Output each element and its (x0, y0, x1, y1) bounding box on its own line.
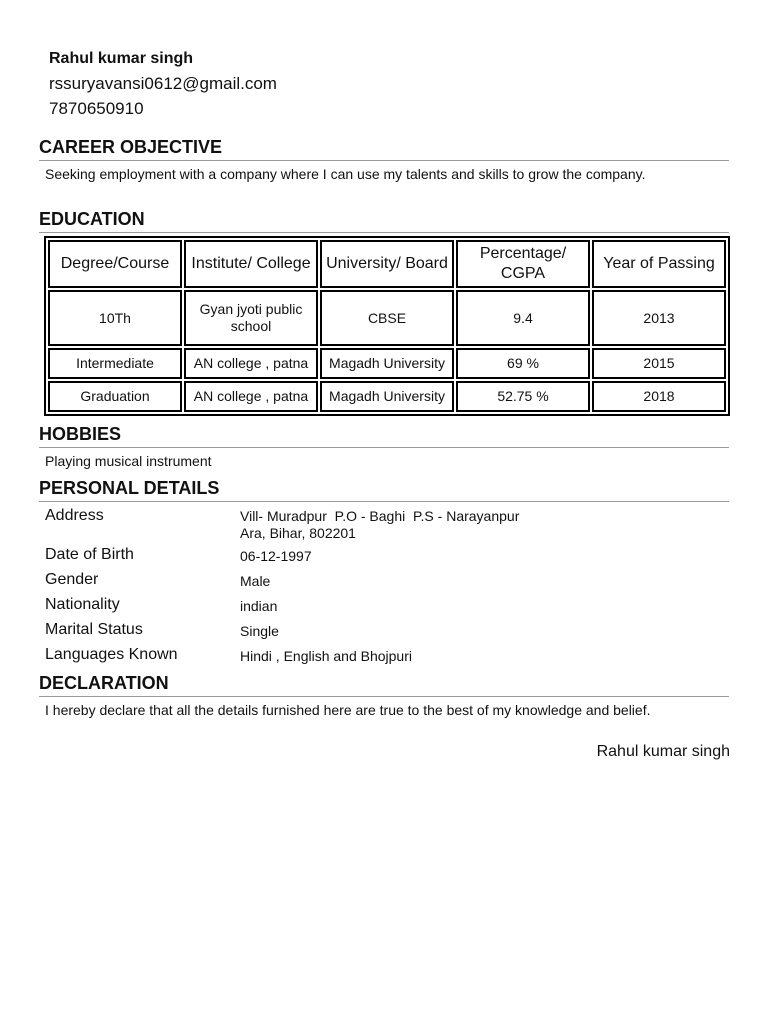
table-cell: Gyan jyoti public school (184, 290, 318, 346)
phone-number: 7870650910 (49, 99, 144, 118)
marital-status-label: Marital Status (45, 621, 143, 638)
address-line-2: Ara, Bihar, 802201 (240, 525, 356, 541)
table-cell: 52.75 % (456, 381, 590, 412)
personal-details-heading: PERSONAL DETAILS (39, 478, 729, 502)
table-cell: 9.4 (456, 290, 590, 346)
hobbies-heading: HOBBIES (39, 424, 729, 448)
marital-status-value: Single (240, 623, 279, 639)
col-header-institute: Institute/ College (184, 240, 318, 288)
dob-value: 06-12-1997 (240, 548, 312, 564)
table-cell: 2018 (592, 381, 726, 412)
col-header-degree: Degree/Course (48, 240, 182, 288)
career-objective-text: Seeking employment with a company where I can use my talents and skills to grow the company. (45, 166, 646, 182)
table-cell: AN college , patna (184, 348, 318, 379)
table-row (48, 348, 726, 379)
languages-label: Languages Known (45, 646, 178, 663)
table-row (48, 381, 726, 412)
table-cell: Graduation (48, 381, 182, 412)
table-cell: Magadh University (320, 348, 454, 379)
email-address: rssuryavansi0612@gmail.com (49, 74, 277, 93)
address-value (240, 508, 519, 542)
languages-value: Hindi , English and Bhojpuri (240, 648, 412, 664)
education-table (44, 236, 730, 416)
table-row (48, 290, 726, 346)
hobbies-text: Playing musical instrument (45, 453, 212, 469)
declaration-text: I hereby declare that all the details furnished here are true to the best of my knowledge and belief. (45, 702, 651, 718)
gender-value: Male (240, 573, 271, 589)
col-header-university: University/ Board (320, 240, 454, 288)
address-line-1: Vill- Muradpur P.O - Baghi P.S - Narayanpur (240, 508, 520, 524)
nationality-value: indian (240, 598, 278, 614)
dob-label: Date of Birth (45, 546, 134, 563)
candidate-name: Rahul kumar singh (49, 50, 194, 67)
education-heading: EDUCATION (39, 209, 729, 233)
table-cell: Intermediate (48, 348, 182, 379)
table-cell: 2015 (592, 348, 726, 379)
table-cell: Magadh University (320, 381, 454, 412)
table-cell: 69 % (456, 348, 590, 379)
col-header-percentage: Percentage/ CGPA (456, 240, 590, 288)
gender-label: Gender (45, 571, 99, 588)
address-label: Address (45, 507, 104, 524)
table-cell: 2013 (592, 290, 726, 346)
career-objective-heading: CAREER OBJECTIVE (39, 137, 729, 161)
signature-name: Rahul kumar singh (596, 743, 730, 760)
declaration-heading: DECLARATION (39, 673, 729, 697)
table-cell: AN college , patna (184, 381, 318, 412)
education-header-row (48, 240, 726, 288)
table-cell: 10Th (48, 290, 182, 346)
col-header-year: Year of Passing (592, 240, 726, 288)
nationality-label: Nationality (45, 596, 120, 613)
table-cell: CBSE (320, 290, 454, 346)
